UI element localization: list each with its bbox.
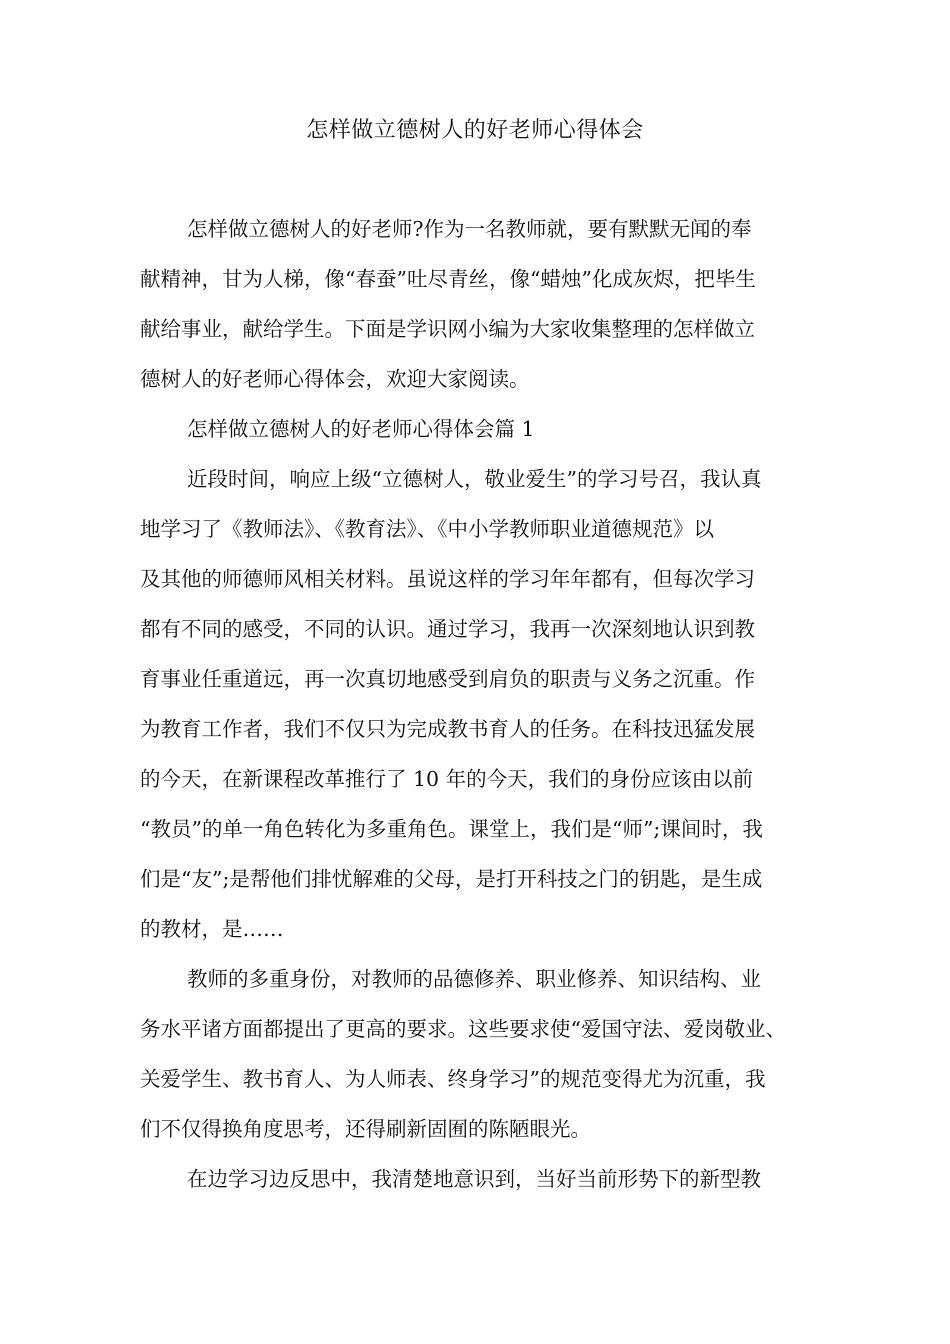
text-line: 的今天，在新课程改革推行了 10 年的今天，我们的身份应该由以前 — [140, 767, 754, 791]
text-line: 们不仅得换角度思考，还得刷新固囿的陈陋眼光。 — [140, 1117, 591, 1141]
text-line: 教师的多重身份，对教师的品德修养、职业修养、知识结构、业 — [187, 967, 761, 991]
text-line: 献精神，甘为人梯，像“春蚕”吐尽青丝，像“蜡烛”化成灰烬，把毕生 — [140, 267, 756, 291]
text-line: 关爱学生、教书育人、为人师表、终身学习”的规范变得尤为沉重，我 — [140, 1067, 766, 1091]
text-line: 及其他的师德师风相关材料。虽说这样的学习年年都有，但每次学习 — [140, 567, 755, 591]
text-line: 怎样做立德树人的好老师心得体会篇 1 — [187, 417, 535, 441]
text-line: 为教育工作者，我们不仅只为完成教书育人的任务。在科技迅猛发展 — [140, 717, 755, 741]
document-body — [140, 210, 820, 1210]
text-line: 献给事业，献给学生。下面是学识网小编为大家收集整理的怎样做立 — [140, 317, 755, 341]
text-line: 们是“友”;是帮他们排忧解难的父母，是打开科技之门的钥匙，是生成 — [140, 867, 763, 891]
text-line: 怎样做立德树人的好老师?作为一名教师就，要有默默无闻的奉 — [187, 217, 752, 241]
document-title: 怎样做立德树人的好老师心得体会 — [306, 118, 644, 143]
text-line: 德树人的好老师心得体会，欢迎大家阅读。 — [140, 367, 530, 391]
text-line: 育事业任重道远，再一次真切地感受到肩负的职责与义务之沉重。作 — [140, 667, 755, 691]
text-line: 在边学习边反思中，我清楚地意识到，当好当前形势下的新型教 — [187, 1167, 761, 1191]
text-line: 近段时间，响应上级“立德树人，敬业爱生”的学习号召，我认真 — [187, 467, 762, 491]
text-line: 的教材，是…… — [140, 917, 284, 941]
text-line: 地学习了《教师法》、《教育法》、《中小学教师职业道德规范》以 — [140, 517, 714, 541]
text-line: 都有不同的感受，不同的认识。通过学习，我再一次深刻地认识到教 — [140, 617, 755, 641]
text-line: “教员”的单一角色转化为多重角色。课堂上，我们是“师”;课间时，我 — [140, 817, 763, 841]
text-line: 务水平诸方面都提出了更高的要求。这些要求使“爱国守法、爱岗敬业、 — [140, 1017, 786, 1041]
